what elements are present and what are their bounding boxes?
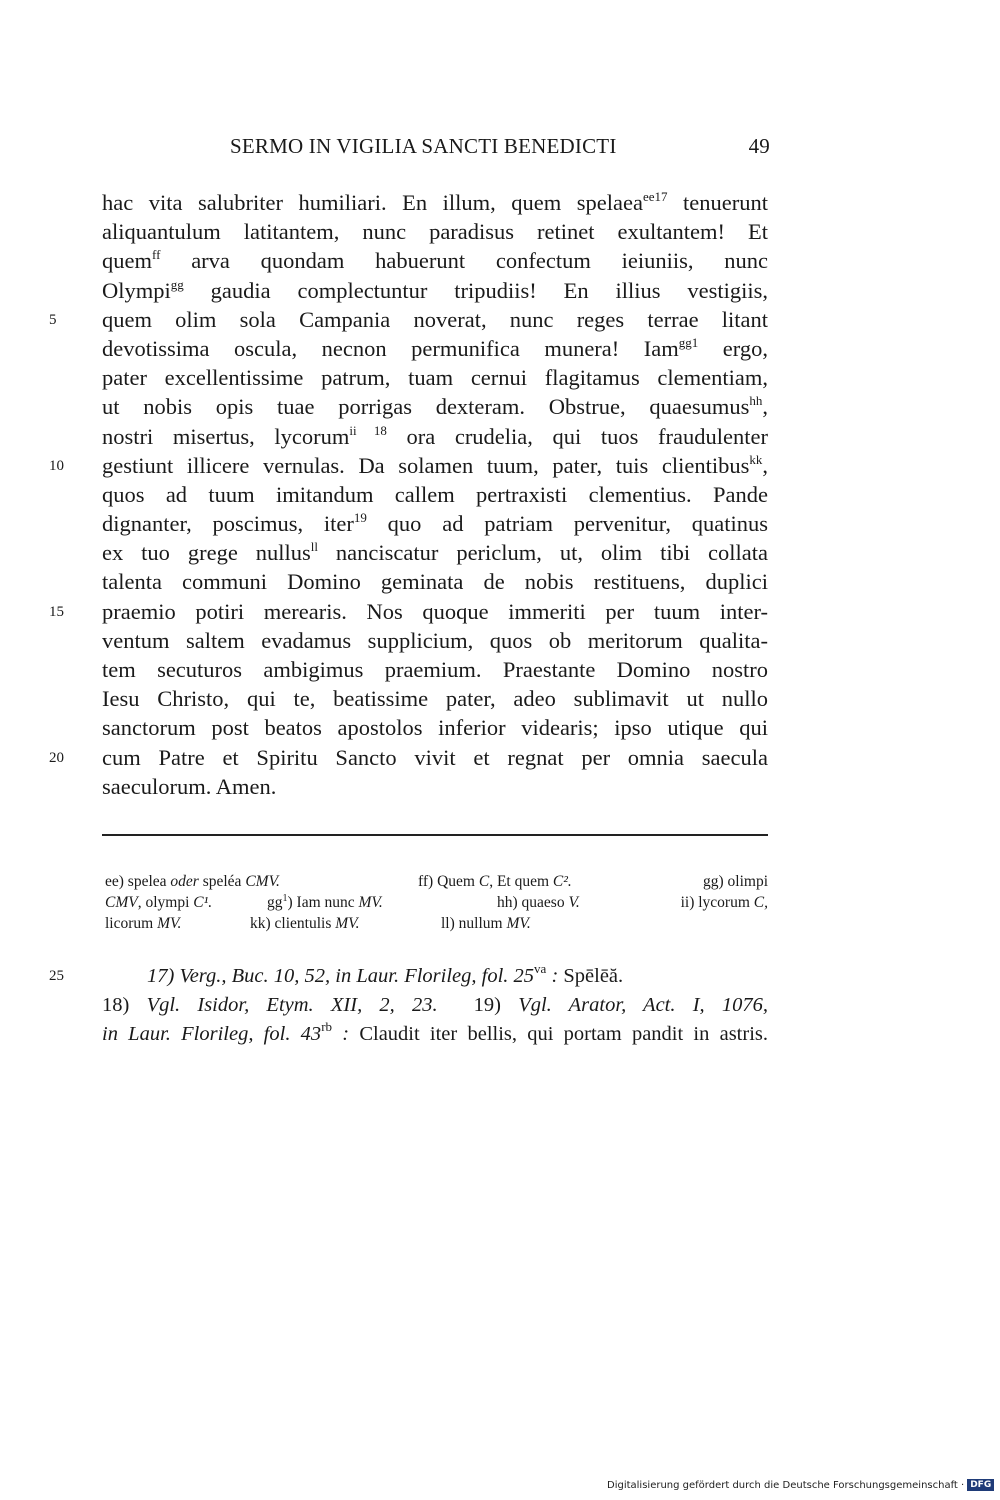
text-line-3 [40, 246, 768, 275]
line-number: 15 [49, 603, 64, 620]
text-line-8 [40, 392, 768, 421]
text-line-11: quos ad tuum imitandum callem pertraxisti clementius. Pande [102, 481, 768, 507]
line-number: 5 [49, 311, 57, 328]
source-note-18-19: 18) Vgl. Isidor, Etym. XII, 2, 23. 19) Vgl. Arator, Act. I, 1076, [102, 994, 769, 1016]
text-line-16: ventum saltem evadamus supplicium, quos ob meritorum qualita- [102, 627, 768, 653]
text-segment: ergo, [698, 335, 768, 361]
footnote-marker: gg1 [678, 334, 699, 350]
text-segment: Olympi [102, 277, 171, 303]
text-segment: , [762, 452, 768, 478]
text-segment: gestiunt illicere vernulas. Da solamen tuum, pater, tuis clientibus [102, 452, 750, 478]
text-line-19: sanctorum post beatos apostolos inferior videaris; ipso utique qui [102, 715, 768, 741]
text-segment: ex tuo grege nullus [102, 540, 311, 566]
text-line-7: pater excellentissime patrum, tuam cernui flagitamus clementiam, [102, 365, 768, 391]
text-line-12 [40, 509, 768, 538]
apparatus-entry-ee: ee) spelea oder speléa CMV. [105, 873, 280, 890]
text-line-15: 15 praemio potiri merearis. Nos quoque immeriti per tuum inter- [40, 597, 768, 626]
main-text [40, 188, 780, 801]
footnote-marker: 19 [353, 510, 367, 526]
apparatus-entry-ii-continued: licorum MV. [105, 915, 182, 932]
apparatus-entry-gg-continued: CMV, olympi C¹. [105, 894, 213, 911]
line-number: 10 [49, 457, 64, 474]
text-line-6 [40, 334, 768, 363]
critical-apparatus [102, 871, 768, 934]
text-segment: quem [102, 248, 152, 274]
credit-text: Digitalisierung gefördert durch die Deutsche Forschungsgemeinschaft · [607, 1480, 965, 1491]
dfg-logo: DFG [967, 1479, 994, 1491]
text-segment: nanciscatur periclum, ut, olim tibi collata [318, 540, 768, 566]
apparatus-entry-ii: ii) lycorum C, [680, 894, 768, 911]
text-line-4 [40, 276, 768, 305]
apparatus-entry-gg: gg) olimpi [702, 873, 768, 890]
footnote-marker: ee17 [642, 189, 668, 204]
text-line-14: talenta communi Domino geminata de nobis restituens, duplici [102, 569, 768, 595]
apparatus-entry-kk: kk) clientulis MV. [250, 915, 360, 932]
apparatus-entry-gg1: $gg^1$) Iam nunc MV. [267, 893, 383, 911]
apparatus-entry-hh: hh) quaeso V. [497, 894, 580, 911]
apparatus-line-3 [102, 913, 768, 934]
line-number: 20 [49, 749, 64, 766]
text-line-13 [40, 538, 768, 567]
page-number: 49 [748, 134, 770, 158]
text-segment: hac vita salubriter humiliari. En illum, quem spelaea [102, 190, 643, 215]
line-number: 25 [49, 968, 64, 984]
text-segment: dignanter, poscimus, iter [102, 511, 354, 537]
text-segment: nostri misertus, lycorum [102, 423, 350, 449]
footnote-marker: kk [749, 451, 763, 467]
running-head-title: SERMO IN VIGILIA SANCTI BENEDICTI [230, 134, 617, 158]
text-line-21: saeculorum. Amen. [102, 773, 277, 799]
text-segment: tenuerunt [667, 190, 768, 215]
text-segment: quo ad patriam pervenitur, quatinus [366, 511, 768, 537]
text-segment: arva quondam habuerunt confectum ieiuniis, nunc [160, 248, 768, 274]
text-line-17: tem secuturos ambigimus praemium. Praestante Domino nostro [102, 657, 768, 682]
apparatus-entry-ll: ll) nullum MV. [441, 915, 531, 932]
footnote-marker: ff [152, 247, 161, 263]
apparatus-line-1 [102, 871, 768, 892]
running-head [230, 134, 770, 159]
text-line-20: 20 cum Patre et Spiritu Sancto vivit et regnat per omnia saecula [40, 743, 768, 772]
text-line-1 [40, 188, 768, 217]
footnote-divider [102, 834, 768, 836]
source-note-19-continued: in Laur. Florileg, fol. $43^{rb}$ : Claudit iter bellis, qui portam pandit in astris. [102, 1019, 769, 1045]
text-segment: devotissima oscula, necnon permunifica munera! Iam [102, 335, 679, 361]
footnote-marker: ll [310, 539, 318, 555]
source-note-17: 25 17) Verg., Buc. 10, 52, in Laur. Florileg, fol. $25^{va}$ : Spēlēă. [40, 962, 768, 991]
apparatus-line-2 [102, 892, 768, 913]
text-line-2: aliquantulum latitantem, nunc paradisus retinet exultantem! Et [102, 219, 768, 245]
text-line-9 [40, 422, 768, 451]
footnote-marker: hh [749, 393, 763, 409]
text-segment: ut nobis opis tuae porrigas dexteram. Obstrue, quaesumus [102, 394, 750, 420]
text-segment: gaudia complectuntur tripudiis! En illius vestigiis, [183, 277, 768, 303]
text-line-10 [40, 451, 768, 480]
text-line-5: 5 quem olim sola Campania noverat, nunc reges terrae litant [40, 305, 768, 334]
digitization-credit [607, 1479, 994, 1491]
footnote-marker: ii 18 [349, 422, 387, 438]
text-line-18: Iesu Christo, qui te, beatissime pater, adeo sublimavit ut nullo [102, 686, 768, 712]
footnote-marker: gg [170, 276, 184, 292]
text-segment: ora crudelia, qui tuos fraudulenter [386, 423, 768, 449]
source-notes [40, 962, 780, 1049]
apparatus-entry-ff: ff) Quem C, Et quem C². [418, 873, 572, 890]
text-segment: , [762, 394, 768, 420]
